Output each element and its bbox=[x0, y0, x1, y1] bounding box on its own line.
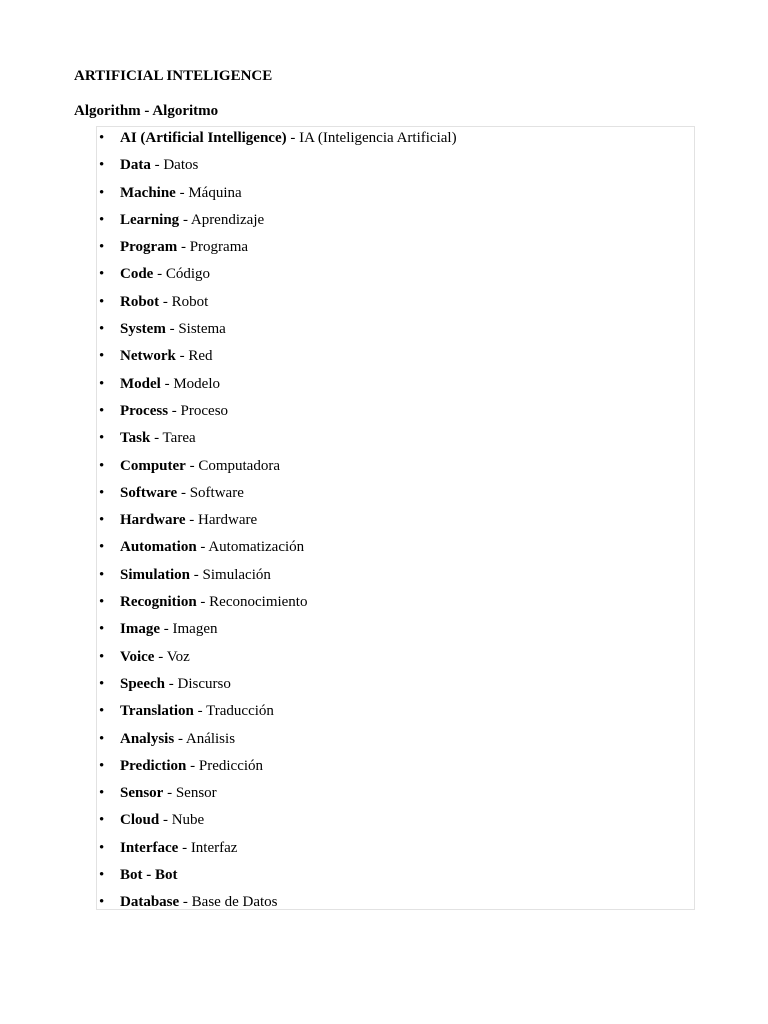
bullet-icon: • bbox=[99, 293, 105, 310]
term-english: Task bbox=[120, 430, 151, 447]
term-english: System bbox=[120, 321, 166, 338]
term-spanish: Automatización bbox=[208, 539, 305, 556]
term-separator: - bbox=[185, 512, 199, 529]
term-separator: - bbox=[153, 266, 166, 283]
bullet-icon: • bbox=[99, 621, 105, 638]
term-english: Robot bbox=[120, 293, 160, 310]
term-english: Model bbox=[120, 375, 161, 392]
term-spanish: Interfaz bbox=[190, 839, 238, 856]
term-spanish: Datos bbox=[163, 157, 199, 174]
term-separator: - bbox=[179, 211, 191, 228]
term-spanish: Bot bbox=[155, 867, 178, 884]
term-english: Machine bbox=[120, 184, 176, 201]
list-item bbox=[97, 700, 694, 727]
term-spanish: Predicción bbox=[198, 757, 264, 774]
list-item bbox=[97, 127, 694, 154]
term-list bbox=[97, 127, 694, 919]
bullet-icon: • bbox=[99, 402, 105, 419]
term-english: Process bbox=[120, 402, 169, 419]
term-separator: - bbox=[175, 348, 189, 365]
list-item bbox=[97, 591, 694, 618]
term-english: AI (Artificial Intelligence) bbox=[120, 130, 287, 146]
term-english: Speech bbox=[120, 675, 165, 692]
term-spanish: Proceso bbox=[180, 402, 229, 419]
term-separator: - bbox=[163, 785, 176, 802]
term-english: Data bbox=[120, 157, 151, 174]
term-english: Interface bbox=[120, 839, 179, 856]
bullet-icon: • bbox=[99, 375, 105, 392]
term-separator: - bbox=[175, 184, 189, 201]
list-item bbox=[97, 837, 694, 864]
list-item bbox=[97, 345, 694, 372]
term-separator: - bbox=[186, 757, 199, 774]
term-english: Code bbox=[120, 266, 154, 283]
bullet-icon: • bbox=[99, 594, 105, 611]
list-item bbox=[97, 618, 694, 645]
bullet-icon: • bbox=[99, 348, 105, 365]
bullet-icon: • bbox=[99, 430, 105, 447]
term-spanish: Robot bbox=[171, 293, 209, 310]
list-item bbox=[97, 755, 694, 782]
term-spanish: Sistema bbox=[178, 321, 226, 338]
bullet-icon: • bbox=[99, 757, 105, 774]
term-separator: - bbox=[193, 703, 207, 720]
term-spanish: Base de Datos bbox=[191, 894, 278, 911]
term-english: Database bbox=[120, 894, 180, 911]
term-english: Bot bbox=[120, 867, 143, 884]
bullet-icon: • bbox=[99, 566, 105, 583]
section-heading: Algorithm - Algoritmo bbox=[74, 103, 219, 119]
bullet-icon: • bbox=[99, 184, 105, 201]
term-english: Image bbox=[120, 621, 160, 638]
term-spanish: Traducción bbox=[206, 703, 274, 720]
term-english: Analysis bbox=[120, 730, 175, 747]
list-item bbox=[97, 400, 694, 427]
bullet-icon: • bbox=[99, 867, 105, 884]
term-separator: - bbox=[154, 648, 167, 665]
list-item bbox=[97, 455, 694, 482]
term-spanish: Análisis bbox=[185, 730, 236, 747]
term-spanish: Programa bbox=[189, 239, 249, 256]
term-separator: - bbox=[150, 157, 164, 174]
term-separator: - bbox=[165, 675, 178, 692]
term-spanish: Computadora bbox=[198, 457, 280, 474]
bullet-icon: • bbox=[99, 211, 105, 228]
term-separator: - bbox=[178, 839, 191, 856]
term-separator: - bbox=[196, 594, 210, 611]
term-english: Computer bbox=[120, 457, 186, 474]
page-title: ARTIFICIAL INTELIGENCE bbox=[74, 68, 273, 84]
list-item bbox=[97, 782, 694, 809]
list-item bbox=[97, 891, 694, 918]
term-spanish: Código bbox=[165, 266, 211, 283]
bullet-icon: • bbox=[99, 703, 105, 720]
list-item bbox=[97, 318, 694, 345]
list-item bbox=[97, 482, 694, 509]
term-english: Program bbox=[120, 239, 178, 256]
list-item bbox=[97, 673, 694, 700]
bullet-icon: • bbox=[99, 839, 105, 856]
term-separator: - bbox=[190, 566, 203, 583]
term-spanish: Máquina bbox=[188, 184, 242, 201]
list-item bbox=[97, 182, 694, 209]
term-separator: - bbox=[185, 457, 199, 474]
term-spanish: Discurso bbox=[177, 675, 231, 692]
term-english: Voice bbox=[120, 648, 155, 665]
bullet-icon: • bbox=[99, 675, 105, 692]
bullet-icon: • bbox=[99, 648, 105, 665]
term-separator: - bbox=[177, 239, 190, 256]
bullet-icon: • bbox=[99, 321, 105, 338]
list-item bbox=[97, 646, 694, 673]
list-item bbox=[97, 209, 694, 236]
term-english: Simulation bbox=[120, 566, 191, 583]
list-item bbox=[97, 864, 694, 891]
term-spanish: Hardware bbox=[198, 512, 258, 529]
term-english: Hardware bbox=[120, 512, 186, 529]
term-list-box bbox=[96, 126, 695, 910]
list-item bbox=[97, 427, 694, 454]
term-spanish: Red bbox=[188, 348, 213, 365]
list-item bbox=[97, 236, 694, 263]
term-separator: - bbox=[174, 730, 186, 747]
bullet-icon: • bbox=[99, 812, 105, 829]
term-separator: - bbox=[168, 402, 181, 419]
term-english: Translation bbox=[120, 703, 194, 720]
term-spanish: Sensor bbox=[175, 785, 217, 802]
list-item bbox=[97, 509, 694, 536]
list-item bbox=[97, 564, 694, 591]
term-separator: - bbox=[160, 621, 173, 638]
bullet-icon: • bbox=[99, 130, 105, 146]
bullet-icon: • bbox=[99, 539, 105, 556]
term-separator: - bbox=[150, 430, 163, 447]
term-separator: - bbox=[196, 539, 209, 556]
term-english: Prediction bbox=[120, 757, 187, 774]
term-spanish: Reconocimiento bbox=[209, 594, 308, 611]
bullet-icon: • bbox=[99, 484, 105, 501]
term-english: Automation bbox=[120, 539, 197, 556]
list-item bbox=[97, 536, 694, 563]
term-separator: - bbox=[165, 321, 179, 338]
list-item bbox=[97, 263, 694, 290]
bullet-icon: • bbox=[99, 785, 105, 802]
term-separator: - bbox=[177, 484, 190, 501]
term-separator: - bbox=[160, 375, 174, 392]
list-item bbox=[97, 373, 694, 400]
term-spanish: IA (Inteligencia Artificial) bbox=[299, 130, 457, 146]
term-separator: - bbox=[179, 894, 192, 911]
term-separator: - bbox=[159, 293, 172, 310]
term-separator: - bbox=[286, 130, 300, 146]
term-spanish: Tarea bbox=[162, 430, 196, 447]
term-english: Software bbox=[120, 484, 178, 501]
term-english: Sensor bbox=[120, 785, 164, 802]
term-spanish: Modelo bbox=[173, 375, 220, 392]
bullet-icon: • bbox=[99, 239, 105, 256]
bullet-icon: • bbox=[99, 157, 105, 174]
list-item bbox=[97, 728, 694, 755]
term-spanish: Voz bbox=[166, 648, 190, 665]
list-item bbox=[97, 291, 694, 318]
bullet-icon: • bbox=[99, 512, 105, 529]
term-separator: - bbox=[142, 867, 155, 884]
term-spanish: Imagen bbox=[172, 621, 218, 638]
term-english: Recognition bbox=[120, 594, 197, 611]
term-separator: - bbox=[159, 812, 172, 829]
term-spanish: Aprendizaje bbox=[190, 211, 265, 228]
term-english: Network bbox=[120, 348, 176, 365]
bullet-icon: • bbox=[99, 266, 105, 283]
list-item bbox=[97, 154, 694, 181]
term-spanish: Software bbox=[189, 484, 244, 501]
term-english: Cloud bbox=[120, 812, 160, 829]
bullet-icon: • bbox=[99, 894, 105, 911]
term-english: Learning bbox=[120, 211, 180, 228]
bullet-icon: • bbox=[99, 457, 105, 474]
term-spanish: Nube bbox=[171, 812, 205, 829]
list-item bbox=[97, 809, 694, 836]
term-spanish: Simulación bbox=[202, 566, 271, 583]
bullet-icon: • bbox=[99, 730, 105, 747]
